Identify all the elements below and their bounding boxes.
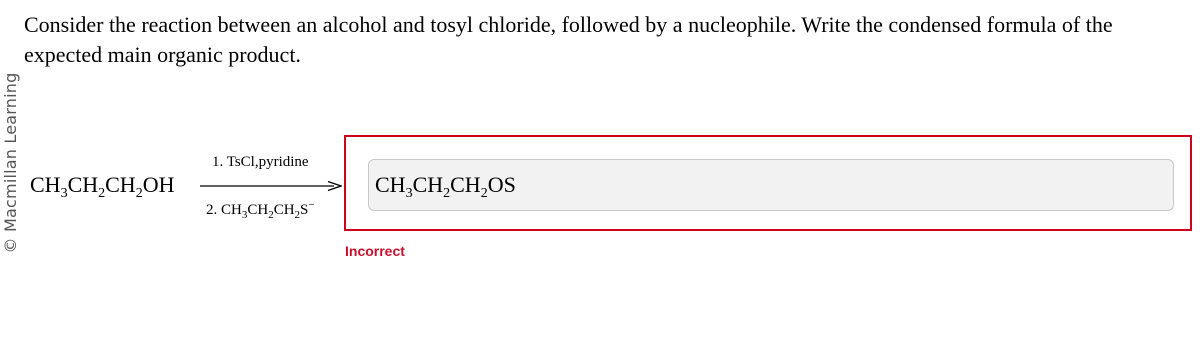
reaction-arrow-group (200, 150, 342, 230)
answer-container (344, 135, 1192, 231)
reactant-formula: $CH_3CH_2CH_2OH$ (30, 172, 175, 201)
incorrect-feedback-label: Incorrect (345, 243, 405, 259)
reaction-condition-2: 2. $CH_3CH_2CH_2S^-$ (206, 199, 315, 221)
answer-input-field[interactable]: $CH_3CH_2CH_2OS$ (368, 159, 1174, 211)
reaction-arrow-icon (200, 180, 342, 192)
reaction-condition-1: 1. TsCl,pyridine (212, 154, 309, 170)
question-text: Consider the reaction between an alcohol and tosyl chloride, followed by a nucleophile. Write the condensed formula of the expected main organic product. (24, 12, 1113, 67)
copyright-watermark: © Macmillan Learning (1, 72, 20, 254)
